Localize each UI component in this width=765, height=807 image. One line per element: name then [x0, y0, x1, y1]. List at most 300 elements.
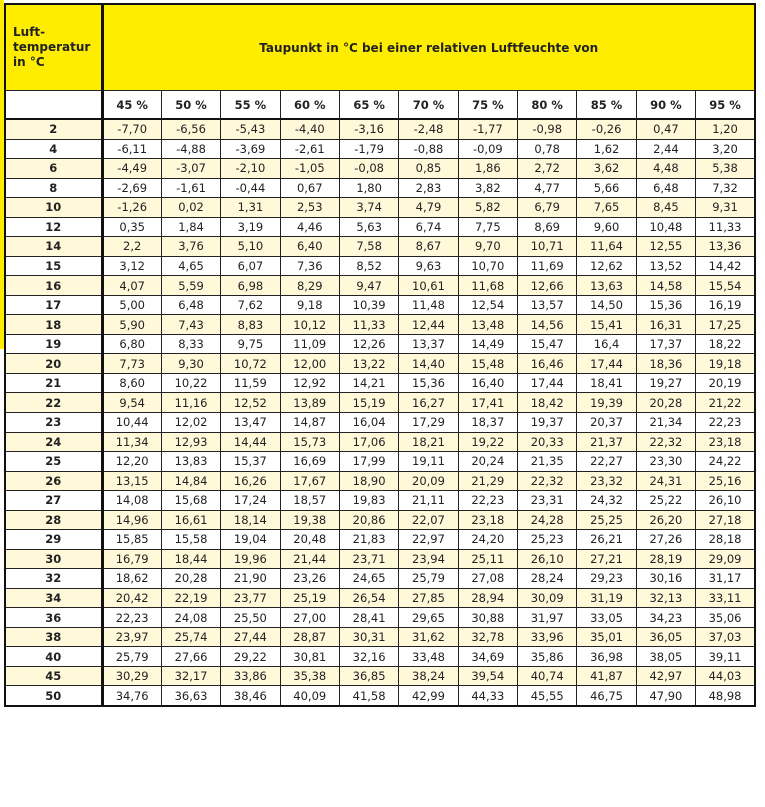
- dewpoint-cell: 19,18: [696, 354, 755, 374]
- dewpoint-cell: 19,11: [399, 452, 458, 472]
- dewpoint-cell: 13,52: [636, 256, 695, 276]
- dewpoint-cell: 24,08: [161, 608, 220, 628]
- temperature-cell: 27: [5, 491, 102, 511]
- dewpoint-cell: 1,86: [458, 159, 517, 179]
- dewpoint-cell: 32,17: [161, 666, 220, 686]
- table-row: [5, 217, 755, 237]
- dewpoint-cell: 15,36: [636, 295, 695, 315]
- dewpoint-cell: 21,34: [636, 412, 695, 432]
- dewpoint-cell: -0,09: [458, 139, 517, 159]
- temperature-cell: 30: [5, 549, 102, 569]
- dewpoint-cell: 48,98: [696, 686, 755, 706]
- dewpoint-cell: 9,75: [221, 334, 280, 354]
- dewpoint-cell: 11,68: [458, 276, 517, 296]
- dewpoint-cell: 4,48: [636, 159, 695, 179]
- dewpoint-cell: 4,46: [280, 217, 339, 237]
- table-row: [5, 569, 755, 589]
- dewpoint-cell: 0,67: [280, 178, 339, 198]
- dewpoint-cell: 2,44: [636, 139, 695, 159]
- temperature-cell: 17: [5, 295, 102, 315]
- dewpoint-cell: -2,61: [280, 139, 339, 159]
- dewpoint-cell: 16,79: [102, 549, 161, 569]
- dewpoint-cell: 24,28: [518, 510, 577, 530]
- dewpoint-cell: 1,31: [221, 198, 280, 218]
- dewpoint-cell: 18,36: [636, 354, 695, 374]
- dewpoint-cell: 38,24: [399, 666, 458, 686]
- dewpoint-cell: 21,29: [458, 471, 517, 491]
- dewpoint-cell: 26,10: [696, 491, 755, 511]
- temperature-cell: 4: [5, 139, 102, 159]
- dewpoint-cell: 23,77: [221, 588, 280, 608]
- dewpoint-cell: 8,60: [102, 373, 161, 393]
- dewpoint-cell: 12,66: [518, 276, 577, 296]
- dewpoint-cell: 7,43: [161, 315, 220, 335]
- dewpoint-cell: 14,21: [339, 373, 398, 393]
- dewpoint-cell: 20,19: [696, 373, 755, 393]
- dewpoint-cell: 21,35: [518, 452, 577, 472]
- table-row: [5, 237, 755, 257]
- dewpoint-cell: 29,09: [696, 549, 755, 569]
- dewpoint-cell: -1,05: [280, 159, 339, 179]
- table-row: [5, 295, 755, 315]
- dewpoint-cell: 6,79: [518, 198, 577, 218]
- dewpoint-cell: 42,99: [399, 686, 458, 706]
- dewpoint-cell: 13,89: [280, 393, 339, 413]
- dewpoint-cell: 11,09: [280, 334, 339, 354]
- temperature-cell: 29: [5, 530, 102, 550]
- dewpoint-cell: 19,04: [221, 530, 280, 550]
- dewpoint-cell: 17,41: [458, 393, 517, 413]
- dewpoint-cell: 10,39: [339, 295, 398, 315]
- dewpoint-cell: 39,54: [458, 666, 517, 686]
- dewpoint-cell: 22,23: [696, 412, 755, 432]
- dewpoint-cell: 18,37: [458, 412, 517, 432]
- dewpoint-cell: 15,73: [280, 432, 339, 452]
- dewpoint-cell: 27,00: [280, 608, 339, 628]
- dewpoint-cell: 23,71: [339, 549, 398, 569]
- humidity-column-header: 85 %: [577, 91, 636, 120]
- table-row: [5, 530, 755, 550]
- dewpoint-cell: 14,08: [102, 491, 161, 511]
- dewpoint-cell: 8,33: [161, 334, 220, 354]
- dewpoint-cell: 34,23: [636, 608, 695, 628]
- temperature-cell: 19: [5, 334, 102, 354]
- dewpoint-cell: 16,61: [161, 510, 220, 530]
- dewpoint-cell: 15,54: [696, 276, 755, 296]
- dewpoint-cell: 5,66: [577, 178, 636, 198]
- dewpoint-cell: 22,32: [636, 432, 695, 452]
- dewpoint-cell: 30,88: [458, 608, 517, 628]
- dewpoint-cell: -4,88: [161, 139, 220, 159]
- dewpoint-cell: 8,45: [636, 198, 695, 218]
- dewpoint-cell: 38,05: [636, 647, 695, 667]
- dewpoint-cell: 9,70: [458, 237, 517, 257]
- dewpoint-cell: -3,16: [339, 119, 398, 139]
- dewpoint-cell: 15,85: [102, 530, 161, 550]
- table-row: [5, 178, 755, 198]
- dewpoint-cell: 23,32: [577, 471, 636, 491]
- dewpoint-cell: 22,23: [458, 491, 517, 511]
- dewpoint-cell: 21,44: [280, 549, 339, 569]
- dewpoint-cell: 21,11: [399, 491, 458, 511]
- temperature-cell: 15: [5, 256, 102, 276]
- dewpoint-cell: -0,08: [339, 159, 398, 179]
- dewpoint-cell: 7,36: [280, 256, 339, 276]
- dewpoint-cell: 24,65: [339, 569, 398, 589]
- dewpoint-cell: 31,62: [399, 627, 458, 647]
- dewpoint-cell: 0,85: [399, 159, 458, 179]
- dewpoint-cell: 22,32: [518, 471, 577, 491]
- table-row: [5, 608, 755, 628]
- dewpoint-cell: 12,20: [102, 452, 161, 472]
- dewpoint-cell: 20,09: [399, 471, 458, 491]
- dewpoint-cell: 6,48: [636, 178, 695, 198]
- dewpoint-cell: 26,10: [518, 549, 577, 569]
- dewpoint-cell: 9,31: [696, 198, 755, 218]
- dewpoint-cell: 18,90: [339, 471, 398, 491]
- dewpoint-cell: 27,18: [696, 510, 755, 530]
- dewpoint-cell: 12,93: [161, 432, 220, 452]
- dewpoint-cell: 20,24: [458, 452, 517, 472]
- dewpoint-cell: 35,06: [696, 608, 755, 628]
- dewpoint-cell: 35,38: [280, 666, 339, 686]
- dewpoint-cell: 6,07: [221, 256, 280, 276]
- dewpoint-cell: 30,16: [636, 569, 695, 589]
- dewpoint-cell: 8,29: [280, 276, 339, 296]
- dewpoint-cell: 9,18: [280, 295, 339, 315]
- header-row-title: [5, 4, 755, 91]
- dewpoint-cell: 20,48: [280, 530, 339, 550]
- dewpoint-cell: 5,38: [696, 159, 755, 179]
- dewpoint-cell: 3,19: [221, 217, 280, 237]
- table-row: [5, 647, 755, 667]
- table-row: [5, 510, 755, 530]
- dewpoint-cell: 0,02: [161, 198, 220, 218]
- dewpoint-cell: 2,53: [280, 198, 339, 218]
- dewpoint-cell: 5,82: [458, 198, 517, 218]
- dewpoint-cell: -4,49: [102, 159, 161, 179]
- dewpoint-cell: 21,22: [696, 393, 755, 413]
- dewpoint-cell: 30,31: [339, 627, 398, 647]
- humidity-column-header: 75 %: [458, 91, 517, 120]
- dewpoint-cell: 23,31: [518, 491, 577, 511]
- dewpoint-cell: 6,98: [221, 276, 280, 296]
- table-row: [5, 412, 755, 432]
- dewpoint-cell: 14,50: [577, 295, 636, 315]
- dewpoint-cell: 7,62: [221, 295, 280, 315]
- dewpoint-cell: 19,38: [280, 510, 339, 530]
- dewpoint-cell: 33,96: [518, 627, 577, 647]
- dewpoint-cell: 10,72: [221, 354, 280, 374]
- dewpoint-cell: 20,86: [339, 510, 398, 530]
- dewpoint-cell: 11,59: [221, 373, 280, 393]
- dewpoint-cell: 12,54: [458, 295, 517, 315]
- table-row: [5, 315, 755, 335]
- dewpoint-cell: 18,21: [399, 432, 458, 452]
- dewpoint-cell: -1,61: [161, 178, 220, 198]
- dewpoint-cell: 13,57: [518, 295, 577, 315]
- temperature-cell: 14: [5, 237, 102, 257]
- dewpoint-cell: 25,16: [696, 471, 755, 491]
- dewpoint-cell: 45,55: [518, 686, 577, 706]
- dewpoint-cell: 25,50: [221, 608, 280, 628]
- dewpoint-cell: 16,27: [399, 393, 458, 413]
- dewpoint-cell: 13,37: [399, 334, 458, 354]
- dewpoint-table: [4, 3, 756, 707]
- temperature-cell: 25: [5, 452, 102, 472]
- table-row: [5, 139, 755, 159]
- dewpoint-cell: 17,25: [696, 315, 755, 335]
- dewpoint-cell: 17,37: [636, 334, 695, 354]
- dewpoint-cell: 2,72: [518, 159, 577, 179]
- dewpoint-cell: -0,88: [399, 139, 458, 159]
- dewpoint-cell: 28,87: [280, 627, 339, 647]
- dewpoint-cell: 31,97: [518, 608, 577, 628]
- dewpoint-cell: 4,65: [161, 256, 220, 276]
- dewpoint-cell: 16,46: [518, 354, 577, 374]
- row-label-header: [5, 4, 102, 91]
- dewpoint-cell: 15,68: [161, 491, 220, 511]
- dewpoint-cell: 19,83: [339, 491, 398, 511]
- dewpoint-cell: 17,44: [577, 354, 636, 374]
- empty-header-cell: [5, 91, 102, 120]
- dewpoint-cell: 25,22: [636, 491, 695, 511]
- dewpoint-cell: 5,90: [102, 315, 161, 335]
- dewpoint-cell: 12,44: [399, 315, 458, 335]
- dewpoint-cell: 10,48: [636, 217, 695, 237]
- dewpoint-cell: 14,96: [102, 510, 161, 530]
- dewpoint-cell: 8,83: [221, 315, 280, 335]
- dewpoint-cell: 41,58: [339, 686, 398, 706]
- dewpoint-cell: 9,47: [339, 276, 398, 296]
- dewpoint-cell: -2,69: [102, 178, 161, 198]
- dewpoint-cell: 25,79: [399, 569, 458, 589]
- dewpoint-cell: 14,84: [161, 471, 220, 491]
- table-row: [5, 432, 755, 452]
- dewpoint-cell: 7,32: [696, 178, 755, 198]
- temperature-cell: 45: [5, 666, 102, 686]
- dewpoint-cell: 13,47: [221, 412, 280, 432]
- dewpoint-cell: 40,74: [518, 666, 577, 686]
- dewpoint-cell: 25,11: [458, 549, 517, 569]
- temperature-cell: 10: [5, 198, 102, 218]
- dewpoint-cell: 13,22: [339, 354, 398, 374]
- dewpoint-cell: 20,28: [636, 393, 695, 413]
- dewpoint-cell: 21,83: [339, 530, 398, 550]
- dewpoint-cell: 15,37: [221, 452, 280, 472]
- dewpoint-cell: 41,87: [577, 666, 636, 686]
- dewpoint-cell: -2,10: [221, 159, 280, 179]
- dewpoint-cell: 17,67: [280, 471, 339, 491]
- temperature-cell: 40: [5, 647, 102, 667]
- dewpoint-cell: 3,62: [577, 159, 636, 179]
- dewpoint-cell: 28,19: [636, 549, 695, 569]
- dewpoint-cell: 20,33: [518, 432, 577, 452]
- dewpoint-cell: 11,16: [161, 393, 220, 413]
- dewpoint-cell: 18,22: [696, 334, 755, 354]
- table-row: [5, 393, 755, 413]
- dewpoint-cell: 28,24: [518, 569, 577, 589]
- table-row: [5, 627, 755, 647]
- dewpoint-cell: 27,85: [399, 588, 458, 608]
- dewpoint-cell: 20,42: [102, 588, 161, 608]
- dewpoint-cell: 14,56: [518, 315, 577, 335]
- dewpoint-cell: 17,24: [221, 491, 280, 511]
- temperature-cell: 23: [5, 412, 102, 432]
- dewpoint-cell: 7,58: [339, 237, 398, 257]
- dewpoint-cell: 17,29: [399, 412, 458, 432]
- temperature-cell: 24: [5, 432, 102, 452]
- dewpoint-cell: 23,18: [696, 432, 755, 452]
- dewpoint-cell: 22,23: [102, 608, 161, 628]
- dewpoint-cell: 10,71: [518, 237, 577, 257]
- dewpoint-cell: 27,26: [636, 530, 695, 550]
- table-row: [5, 159, 755, 179]
- dewpoint-cell: 26,21: [577, 530, 636, 550]
- dewpoint-cell: 36,98: [577, 647, 636, 667]
- dewpoint-cell: 11,69: [518, 256, 577, 276]
- temperature-cell: 32: [5, 569, 102, 589]
- dewpoint-cell: 23,97: [102, 627, 161, 647]
- dewpoint-cell: 25,79: [102, 647, 161, 667]
- dewpoint-cell: 13,63: [577, 276, 636, 296]
- dewpoint-cell: 21,37: [577, 432, 636, 452]
- dewpoint-cell: 12,92: [280, 373, 339, 393]
- dewpoint-cell: 4,79: [399, 198, 458, 218]
- dewpoint-cell: 36,85: [339, 666, 398, 686]
- dewpoint-cell: 24,22: [696, 452, 755, 472]
- dewpoint-cell: 23,26: [280, 569, 339, 589]
- dewpoint-cell: 9,60: [577, 217, 636, 237]
- dewpoint-cell: 12,62: [577, 256, 636, 276]
- table-row: [5, 666, 755, 686]
- dewpoint-cell: 8,52: [339, 256, 398, 276]
- temperature-cell: 2: [5, 119, 102, 139]
- humidity-column-header: 95 %: [696, 91, 755, 120]
- dewpoint-cell: 9,30: [161, 354, 220, 374]
- temperature-cell: 34: [5, 588, 102, 608]
- dewpoint-cell: 7,73: [102, 354, 161, 374]
- dewpoint-cell: 6,80: [102, 334, 161, 354]
- dewpoint-cell: 22,27: [577, 452, 636, 472]
- dewpoint-cell: 11,34: [102, 432, 161, 452]
- dewpoint-cell: 0,35: [102, 217, 161, 237]
- humidity-column-header: 90 %: [636, 91, 695, 120]
- dewpoint-cell: 11,48: [399, 295, 458, 315]
- dewpoint-cell: 21,90: [221, 569, 280, 589]
- dewpoint-cell: 2,2: [102, 237, 161, 257]
- dewpoint-cell: 5,59: [161, 276, 220, 296]
- temperature-cell: 26: [5, 471, 102, 491]
- dewpoint-cell: 26,20: [636, 510, 695, 530]
- temperature-cell: 20: [5, 354, 102, 374]
- dewpoint-cell: 4,77: [518, 178, 577, 198]
- table-row: [5, 334, 755, 354]
- dewpoint-cell: 3,20: [696, 139, 755, 159]
- dewpoint-cell: 29,23: [577, 569, 636, 589]
- row-label-line: in °C: [13, 55, 45, 69]
- dewpoint-cell: 14,58: [636, 276, 695, 296]
- dewpoint-cell: 44,33: [458, 686, 517, 706]
- dewpoint-cell: 47,90: [636, 686, 695, 706]
- dewpoint-cell: 33,86: [221, 666, 280, 686]
- dewpoint-cell: 32,78: [458, 627, 517, 647]
- temperature-cell: 50: [5, 686, 102, 706]
- dewpoint-cell: 11,33: [696, 217, 755, 237]
- dewpoint-cell: 15,47: [518, 334, 577, 354]
- dewpoint-cell: 25,23: [518, 530, 577, 550]
- table-row: [5, 354, 755, 374]
- dewpoint-cell: 18,57: [280, 491, 339, 511]
- dewpoint-cell: 13,48: [458, 315, 517, 335]
- dewpoint-cell: 22,07: [399, 510, 458, 530]
- dewpoint-cell: 27,21: [577, 549, 636, 569]
- dewpoint-cell: 15,48: [458, 354, 517, 374]
- temperature-cell: 8: [5, 178, 102, 198]
- table-row: [5, 491, 755, 511]
- table-row: [5, 471, 755, 491]
- temperature-cell: 12: [5, 217, 102, 237]
- temperature-cell: 18: [5, 315, 102, 335]
- dewpoint-cell: 1,80: [339, 178, 398, 198]
- dewpoint-cell: 37,03: [696, 627, 755, 647]
- table-row: [5, 588, 755, 608]
- dewpoint-cell: -1,26: [102, 198, 161, 218]
- dewpoint-cell: 31,19: [577, 588, 636, 608]
- table-row: [5, 549, 755, 569]
- dewpoint-cell: -1,77: [458, 119, 517, 139]
- dewpoint-cell: 12,52: [221, 393, 280, 413]
- table-row: [5, 373, 755, 393]
- dewpoint-cell: 15,58: [161, 530, 220, 550]
- dewpoint-cell: 24,20: [458, 530, 517, 550]
- dewpoint-cell: 0,47: [636, 119, 695, 139]
- dewpoint-cell: 3,12: [102, 256, 161, 276]
- row-label-line: Luft-: [13, 25, 46, 39]
- dewpoint-cell: 10,70: [458, 256, 517, 276]
- dewpoint-cell: 11,33: [339, 315, 398, 335]
- dewpoint-cell: 18,42: [518, 393, 577, 413]
- dewpoint-cell: 10,61: [399, 276, 458, 296]
- dewpoint-cell: 30,09: [518, 588, 577, 608]
- dewpoint-cell: 14,40: [399, 354, 458, 374]
- table-row: [5, 256, 755, 276]
- dewpoint-cell: 0,78: [518, 139, 577, 159]
- dewpoint-cell: -1,79: [339, 139, 398, 159]
- dewpoint-cell: 25,74: [161, 627, 220, 647]
- dewpoint-cell: 16,69: [280, 452, 339, 472]
- humidity-column-header: 60 %: [280, 91, 339, 120]
- dewpoint-cell: -5,43: [221, 119, 280, 139]
- dewpoint-cell: -3,69: [221, 139, 280, 159]
- dewpoint-cell: 34,69: [458, 647, 517, 667]
- dewpoint-cell: 19,22: [458, 432, 517, 452]
- dewpoint-cell: 5,63: [339, 217, 398, 237]
- dewpoint-cell: 30,81: [280, 647, 339, 667]
- dewpoint-cell: 8,67: [399, 237, 458, 257]
- dewpoint-cell: 31,17: [696, 569, 755, 589]
- dewpoint-cell: 22,19: [161, 588, 220, 608]
- dewpoint-cell: -0,26: [577, 119, 636, 139]
- humidity-column-header: 70 %: [399, 91, 458, 120]
- dewpoint-cell: 18,62: [102, 569, 161, 589]
- dewpoint-cell: 13,15: [102, 471, 161, 491]
- dewpoint-cell: 19,37: [518, 412, 577, 432]
- dewpoint-cell: 10,22: [161, 373, 220, 393]
- dewpoint-cell: 12,55: [636, 237, 695, 257]
- dewpoint-cell: 17,06: [339, 432, 398, 452]
- humidity-column-header: 50 %: [161, 91, 220, 120]
